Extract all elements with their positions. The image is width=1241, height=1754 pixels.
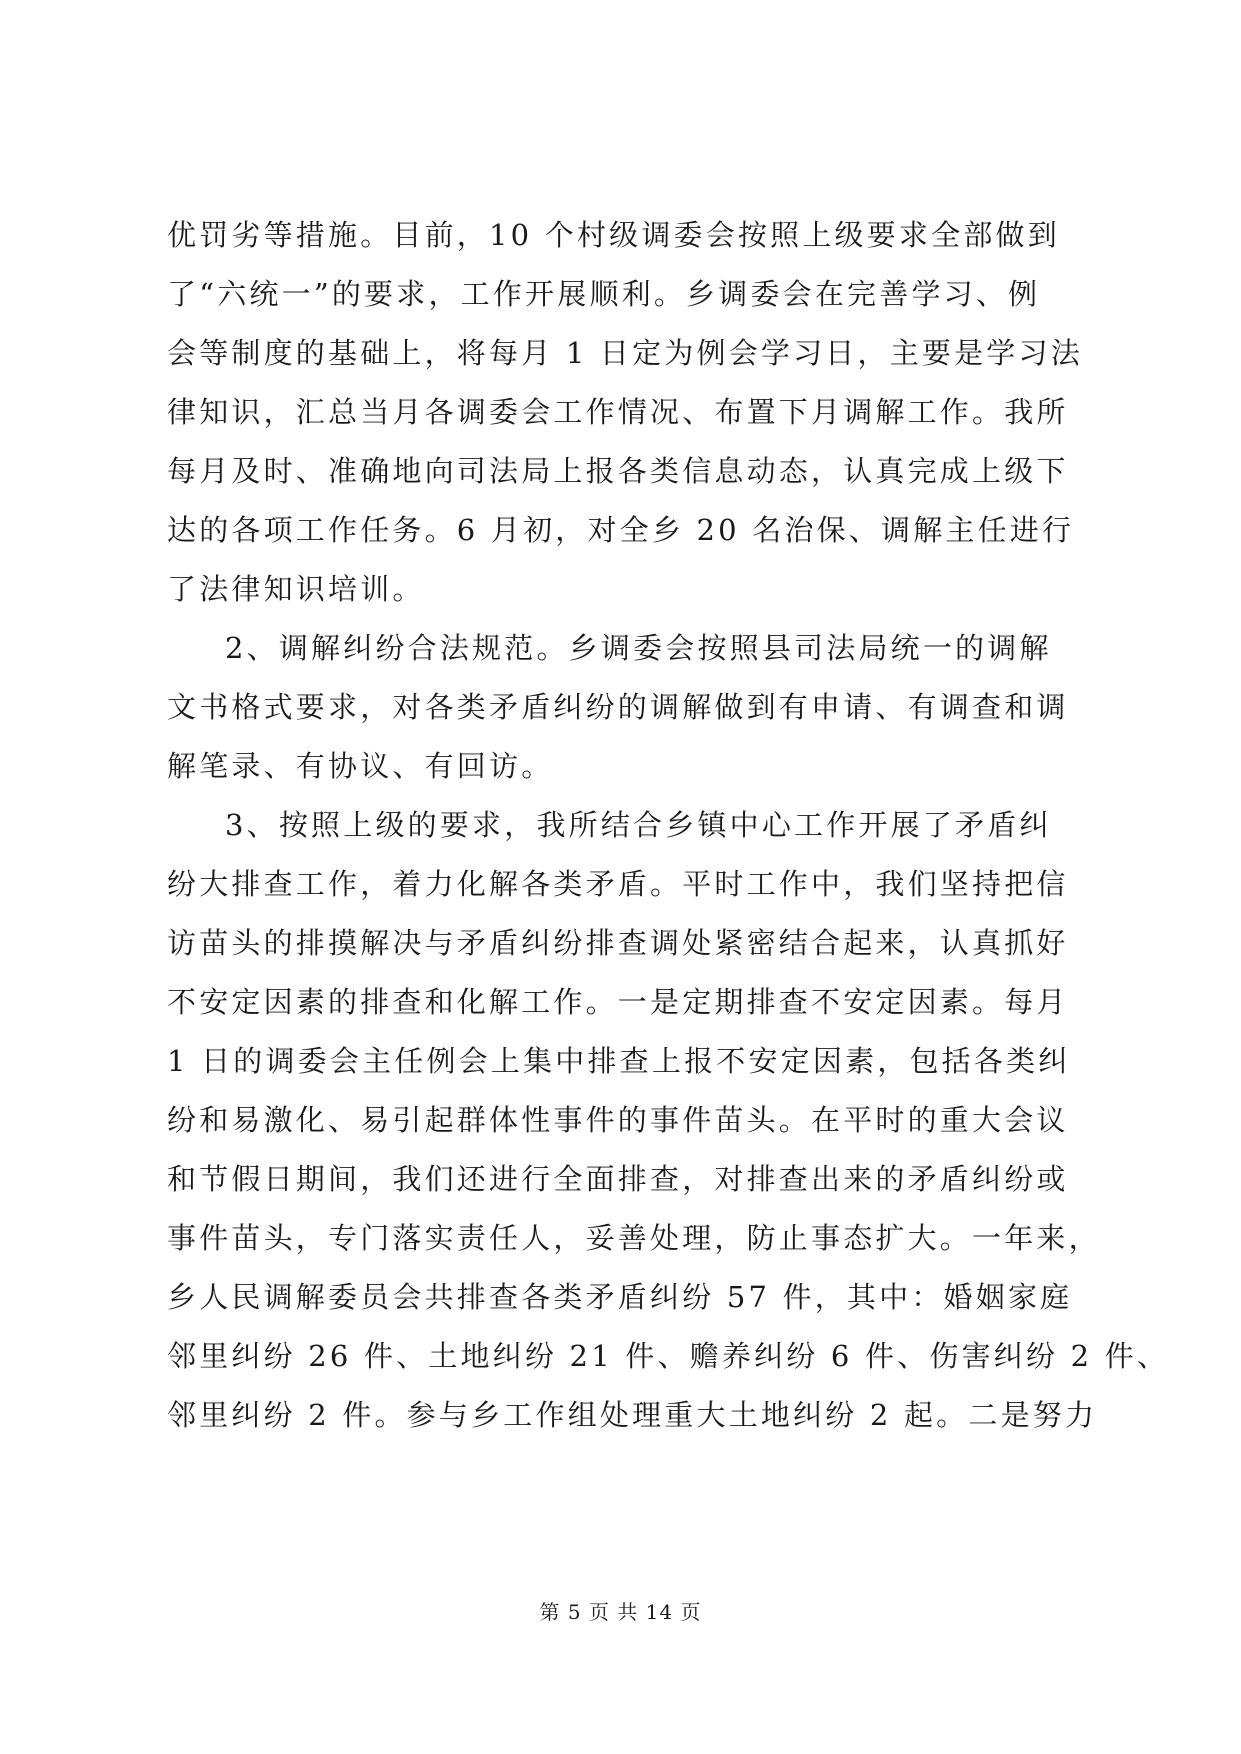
text-line: 乡人民调解委员会共排查各类矛盾纠纷 57 件，其中：婚姻家庭 [167,1280,1073,1314]
text-line: 达的各项工作任务。6 月初，对全乡 20 名治保、调解主任进行 [167,513,1075,547]
text-line: 解笔录、有协议、有回访。 [167,749,554,783]
text-line: 文书格式要求，对各类矛盾纠纷的调解做到有申请、有调查和调 [167,690,1069,724]
text-line: 不安定因素的排查和化解工作。一是定期排查不安定因素。每月 [167,985,1069,1019]
paragraph-start-line: 3、按照上级的要求，我所结合乡镇中心工作开展了矛盾纠 [225,808,1052,842]
body-text [167,206,1170,1445]
text-line: 了“六统一”的要求，工作开展顺利。乡调委会在完善学习、例 [167,277,1041,311]
text-line: 每月及时、准确地向司法局上报各类信息动态，认真完成上级下 [167,454,1069,488]
text-line: 访苗头的排摸解决与矛盾纠纷排查调处紧密结合起来，认真抓好 [167,926,1069,960]
text-line: 邻里纠纷 2 件。参与乡工作组处理重大土地纠纷 2 起。二是努力 [167,1398,1098,1432]
text-line: 事件苗头，专门落实责任人，妥善处理，防止事态扩大。一年来， [167,1221,1101,1255]
text-line: 邻里纠纷 26 件、土地纠纷 21 件、赡养纠纷 6 件、伤害纠纷 2 件、 [167,1339,1170,1373]
text-line: 和节假日期间，我们还进行全面排查，对排查出来的矛盾纠纷或 [167,1162,1069,1196]
text-line: 1 日的调委会主任例会上集中排查上报不安定因素，包括各类纠 [167,1044,1071,1078]
text-line: 了法律知识培训。 [167,572,425,606]
text-line: 纷和易激化、易引起群体性事件的事件苗头。在平时的重大会议 [167,1103,1069,1137]
text-line: 纷大排查工作，着力化解各类矛盾。平时工作中，我们坚持把信 [167,867,1069,901]
page-footer: 第 5 页 共 14 页 [539,1600,702,1624]
paragraph-start-line: 2、调解纠纷合法规范。乡调委会按照县司法局统一的调解 [225,631,1052,665]
text-line: 优罚劣等措施。目前，10 个村级调委会按照上级要求全部做到 [167,218,1060,252]
text-line: 律知识，汇总当月各调委会工作情况、布置下月调解工作。我所 [167,395,1069,429]
text-line: 会等制度的基础上，将每月 1 日定为例会学习日，主要是学习法 [167,336,1083,370]
